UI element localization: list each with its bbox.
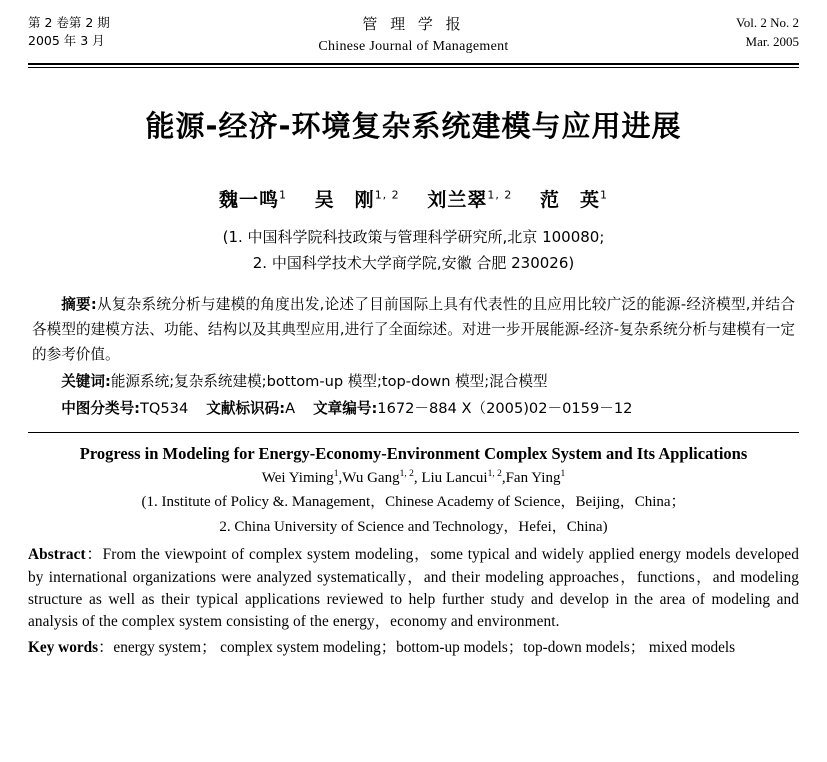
- keywords-cn-text: 能源系统;复杂系统建模;bottom-up 模型;top-down 模型;混合模型: [110, 373, 548, 391]
- abstract-cn-label: 摘要:: [61, 296, 97, 314]
- author-en-2: [342, 470, 414, 486]
- clc-label: 中图分类号:: [61, 400, 140, 418]
- keywords-cn-label: 关键词:: [61, 373, 111, 391]
- page-title-cn: 能源-经济-环境复杂系统建模与应用进展: [145, 108, 682, 143]
- running-head: [28, 14, 799, 57]
- author-en-2-name: Wu Gang: [342, 469, 400, 486]
- doc-code-value: A: [285, 400, 296, 418]
- author-cn-3-sup: 1, 2: [487, 188, 513, 202]
- header-rule-thin: [28, 67, 799, 68]
- abstract-en-text: ：From the viewpoint of complex system modeling，some typical and widely applied energy models developed by international organizations were analyzed systematically，and their modeling approaches，functions，and modeling structure as well as their typical applications reviewed to help further study and develop in the area of modeling and analysis of the complex system consisting of the energy，economy and environment.: [28, 546, 799, 630]
- abstract-cn-text: 从复杂系统分析与建模的角度出发,论述了目前国际上具有代表性的且应用比较广泛的能源-经济模型,并结合各模型的建模方法、功能、结构以及其典型应用,进行了全面综述。对进一步开展能源-经济-复杂系统分析与建模有一定的参考价值。: [32, 296, 795, 364]
- issue-date-cn: 2005 年 3 月: [28, 33, 105, 49]
- author-en-3: [421, 470, 501, 486]
- author-cn-1-name: 魏一鸣: [219, 188, 280, 211]
- keywords-cn: [28, 369, 799, 394]
- issue-date-en: Mar. 2005: [745, 33, 799, 49]
- running-head-right: [609, 14, 799, 52]
- author-cn-2: [315, 189, 400, 211]
- affiliations-en: [28, 490, 799, 540]
- running-head-left: [28, 14, 218, 50]
- author-cn-2-sup: 1, 2: [374, 188, 400, 202]
- author-cn-1: [219, 189, 287, 211]
- classification-line: [28, 396, 799, 421]
- doc-code-label: 文献标识码:: [206, 400, 286, 418]
- keywords-en: [28, 637, 799, 659]
- affiliation-en-1: (1. Institute of Policy &. Management，Chinese Academy of Science，Beijing，China；: [141, 493, 686, 510]
- authors-cn: [28, 185, 799, 212]
- author-en-3-sup: 1, 2: [487, 468, 502, 479]
- author-cn-2-name: 吴 刚: [314, 188, 375, 211]
- article-id-value: 1672－884 X（2005)02－0159－12: [377, 400, 633, 418]
- section-divider: [28, 432, 799, 433]
- running-head-center: [218, 14, 609, 57]
- author-cn-3-name: 刘兰翠: [427, 188, 488, 211]
- authors-en: Wei Yiming$^1$,Wu Gang$^{1, 2}$, Liu Lancui$^{1, 2}$,Fan Ying$^1$: [261, 468, 566, 486]
- author-en-1-sup: 1: [333, 468, 339, 479]
- header-rule-thick: [28, 63, 799, 65]
- author-en-3-name: Liu Lancui: [421, 469, 488, 486]
- keywords-en-label: Key words: [28, 639, 99, 657]
- abstract-cn-paragraph: [32, 292, 795, 367]
- abstract-en: [28, 544, 799, 633]
- author-cn-4-name: 范 英: [539, 188, 600, 211]
- author-cn-4: [540, 189, 608, 211]
- volume-issue: 第 2 卷第 2 期: [28, 15, 110, 30]
- affiliations-cn: [28, 224, 799, 277]
- affiliation-cn-2: 2. 中国科学技术大学商学院,安徽 合肥 230026): [252, 253, 575, 272]
- author-cn-3: [427, 189, 512, 211]
- author-en-4-name: Fan Ying: [505, 469, 561, 486]
- page-title-en: Progress in Modeling for Energy-Economy-Environment Complex System and Its Applications: [79, 443, 748, 463]
- volume-issue-en: Vol. 2 No. 2: [736, 15, 799, 30]
- article-id-label: 文章编号:: [313, 400, 378, 418]
- abstract-en-label: Abstract: [28, 546, 86, 564]
- journal-name-cn: 管 理 学 报: [362, 15, 465, 33]
- author-en-2-sup: 1, 2: [399, 468, 414, 479]
- affiliation-en-2: 2. China University of Science and Technology，Hefei，China): [219, 518, 608, 535]
- author-en-4-sup: 1: [560, 468, 566, 479]
- keywords-en-text: ：energy system； complex system modeling；bottom-up models；top-down models； mixed models: [98, 639, 736, 657]
- author-cn-4-sup: 1: [599, 188, 608, 202]
- abstract-cn: [28, 292, 799, 367]
- author-en-4: [506, 470, 566, 486]
- author-cn-1-sup: 1: [279, 188, 288, 202]
- author-en-1: [262, 470, 339, 486]
- journal-name-en: Chinese Journal of Management: [318, 38, 509, 54]
- author-en-1-name: Wei Yiming: [261, 469, 334, 486]
- clc-value: TQ534: [140, 400, 189, 418]
- affiliation-cn-1: (1. 中国科学院科技政策与管理科学研究所,北京 100080;: [222, 227, 605, 246]
